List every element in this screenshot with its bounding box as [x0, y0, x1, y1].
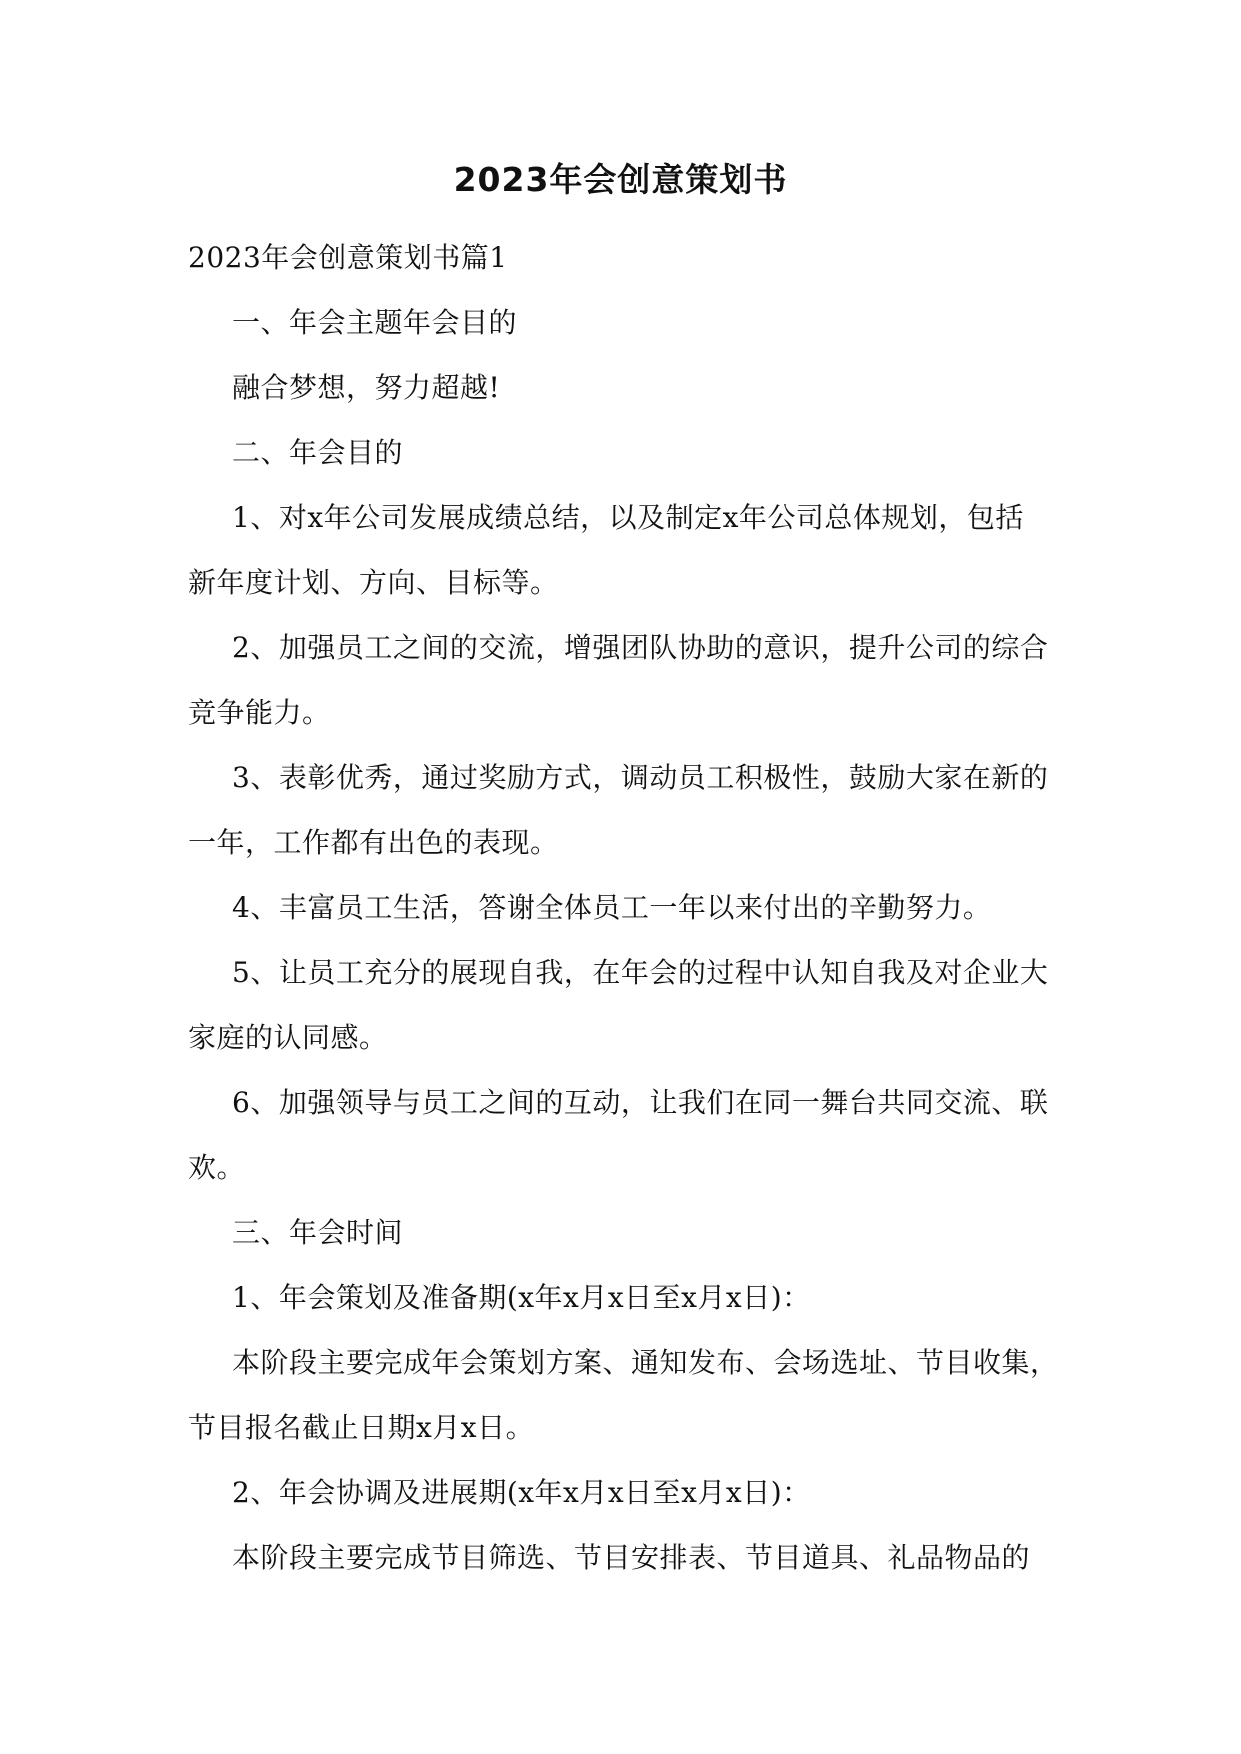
paragraph-line: 6、加强领导与员工之间的互动，让我们在同一舞台共同交流、联 [232, 1086, 1049, 1119]
document-title: 2023年会创意策划书 [453, 160, 788, 199]
paragraph-line: 本阶段主要完成年会策划方案、通知发布、会场选址、节目收集， [232, 1346, 1059, 1379]
paragraph-line: 欢。 [188, 1151, 246, 1184]
paragraph-line: 竞争能力。 [188, 696, 331, 729]
paragraph-line: 4、丰富员工生活，答谢全体员工一年以来付出的辛勤努力。 [232, 891, 992, 924]
paragraph-line: 2、年会协调及进展期(x年x月x日至x月x日)： [232, 1476, 811, 1509]
paragraph-line: 1、对x年公司发展成绩总结，以及制定x年公司总体规划，包括 [232, 501, 1024, 534]
paragraph-line: 本阶段主要完成节目筛选、节目安排表、节目道具、礼品物品的 [232, 1541, 1031, 1574]
paragraph-line: 2023年会创意策划书篇1 [188, 241, 508, 274]
paragraph-line: 5、让员工充分的展现自我，在年会的过程中认知自我及对企业大 [232, 956, 1049, 989]
paragraph-line: 1、年会策划及准备期(x年x月x日至x月x日)： [232, 1281, 811, 1314]
paragraph-line: 2、加强员工之间的交流，增强团队协助的意识，提升公司的综合 [232, 631, 1049, 664]
paragraph-line: 3、表彰优秀，通过奖励方式，调动员工积极性，鼓励大家在新的 [232, 761, 1049, 794]
paragraph-line: 节目报名截止日期x月x日。 [188, 1411, 535, 1444]
paragraph-line: 家庭的认同感。 [188, 1021, 388, 1054]
paragraph-line: 一、年会主题年会目的 [232, 306, 518, 339]
paragraph-line: 一年，工作都有出色的表现。 [188, 826, 559, 859]
paragraph-line: 三、年会时间 [232, 1216, 404, 1249]
paragraph-line: 新年度计划、方向、目标等。 [188, 566, 559, 599]
document-body [188, 225, 1059, 1590]
paragraph-line: 二、年会目的 [232, 436, 404, 469]
paragraph-line: 融合梦想，努力超越! [232, 371, 501, 404]
